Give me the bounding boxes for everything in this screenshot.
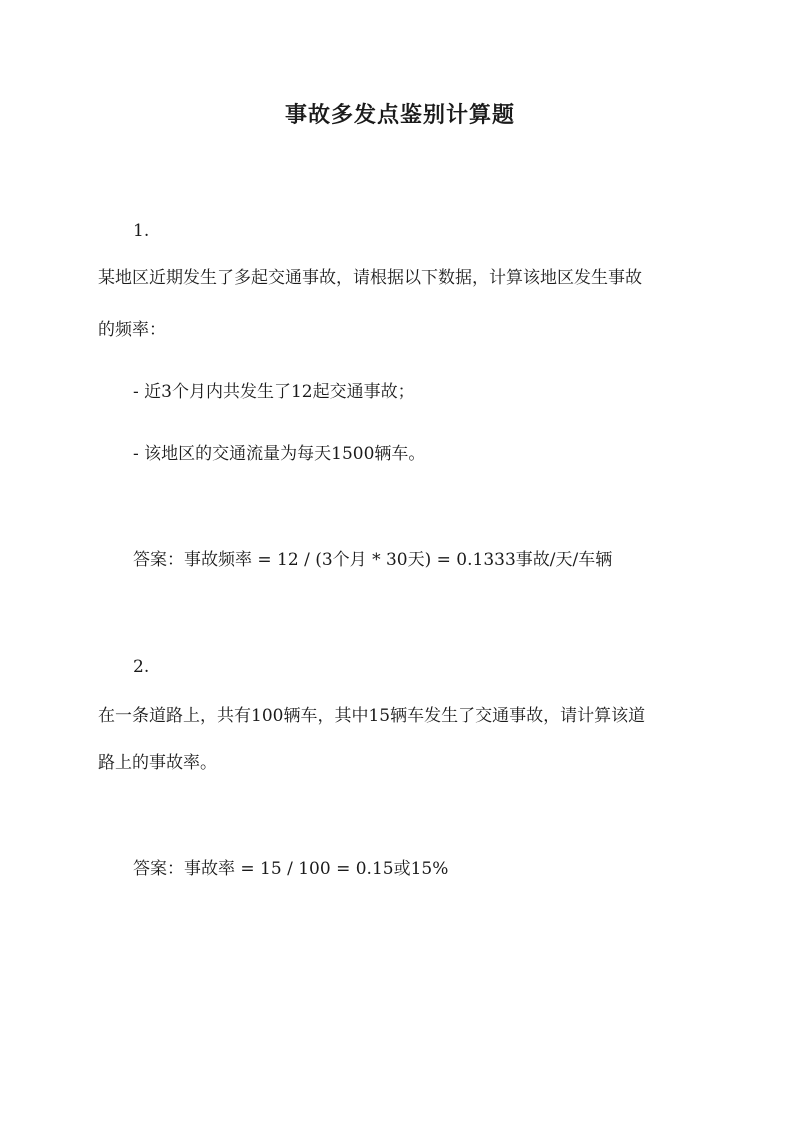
question-number: 1. <box>133 221 150 241</box>
question-text-line: 的频率： <box>98 320 166 340</box>
question-answer: 答案：事故率 = 15 / 100 = 0.15或15% <box>133 859 449 879</box>
question-text-line: 路上的事故率。 <box>98 753 217 773</box>
page-title: 事故多发点鉴别计算题 <box>284 102 515 128</box>
question-answer: 答案：事故频率 = 12 / (3个月 * 30天) = 0.1333事故/天/车辆 <box>133 550 613 570</box>
question-text-line: 在一条道路上，共有100辆车，其中15辆车发生了交通事故，请计算该道 <box>98 706 646 726</box>
question-text-line: 某地区近期发生了多起交通事故，请根据以下数据，计算该地区发生事故 <box>98 268 642 288</box>
question-bullet: - 近3个月内共发生了12起交通事故； <box>133 382 415 402</box>
question-bullet: - 该地区的交通流量为每天1500辆车。 <box>133 444 426 464</box>
question-number: 2. <box>133 657 150 677</box>
